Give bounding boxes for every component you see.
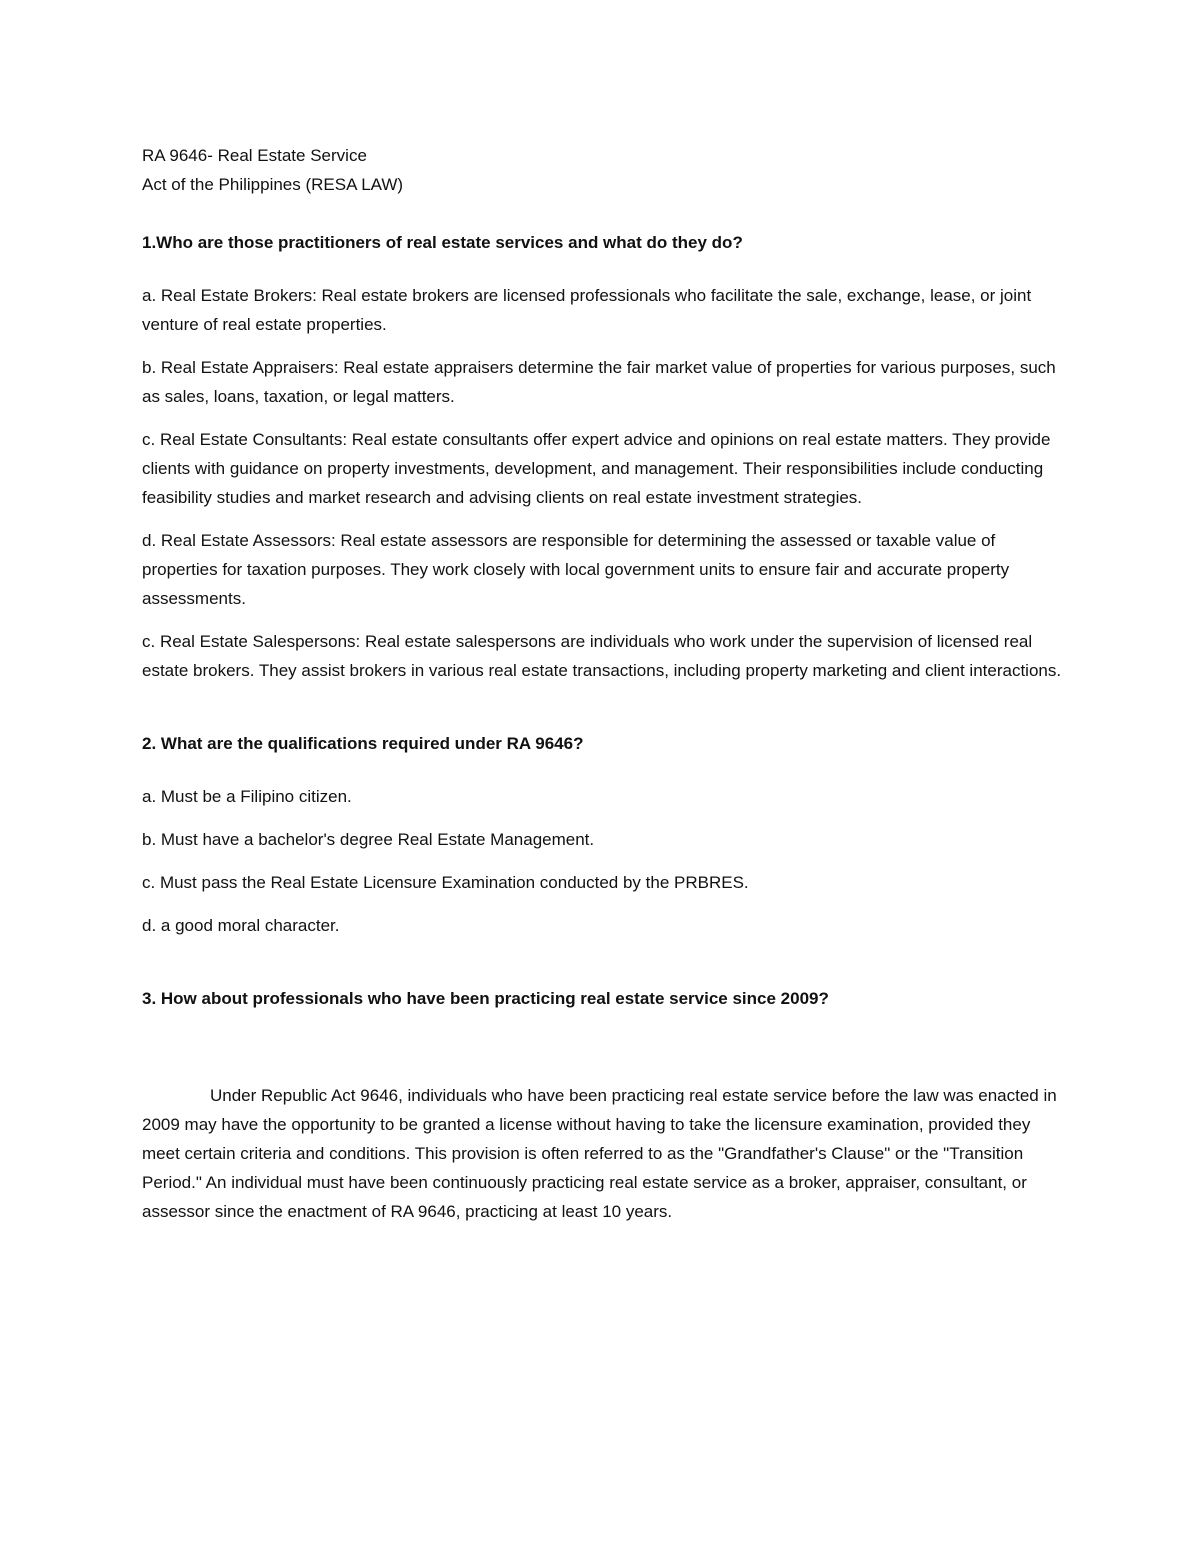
- document-title: RA 9646- Real Estate Service: [142, 146, 367, 165]
- question-1-heading: 1.Who are those practitioners of real estate services and what do they do?: [142, 233, 743, 252]
- answer-1-item-c: c. Real Estate Consultants: Real estate consultants offer expert advice and opinions on real estate matters. They provide clients with guidance on property investments, development, and management. Their responsibilities include conducting feasibility studies and market research and advising clients on real estate investment strategies.: [142, 430, 1051, 507]
- document-body: [142, 141, 1067, 1226]
- answer-2-item-a: a. Must be a Filipino citizen.: [142, 787, 352, 806]
- question-3-heading: 3. How about professionals who have been practicing real estate service since 2009?: [142, 989, 829, 1008]
- answer-2-item-c: c. Must pass the Real Estate Licensure Examination conducted by the PRBRES.: [142, 873, 749, 892]
- document-header: [142, 141, 1067, 199]
- answer-3-paragraph: Under Republic Act 9646, individuals who have been practicing real estate service before the law was enacted in 2009 may have the opportunity to be granted a license without having to take the licensure examination, provided they meet certain criteria and conditions. This provision is often referred to as the "Grandfather's Clause" or the "Transition Period." An individual must have been continuously practicing real estate service as a broker, appraiser, consultant, or assessor since the enactment of RA 9646, practicing at least 10 years.: [142, 1086, 1057, 1221]
- answer-2-item-b: b. Must have a bachelor's degree Real Estate Management.: [142, 830, 595, 849]
- answer-1-item-a: a. Real Estate Brokers: Real estate brokers are licensed professionals who facilitate the sale, exchange, lease, or joint venture of real estate properties.: [142, 286, 1032, 334]
- section-spacer: [142, 699, 1067, 729]
- question-2-heading: 2. What are the qualifications required under RA 9646?: [142, 734, 584, 753]
- answer-2-item-d: d. a good moral character.: [142, 916, 340, 935]
- document-subtitle: Act of the Philippines (RESA LAW): [142, 175, 404, 194]
- answer-1-item-b: b. Real Estate Appraisers: Real estate appraisers determine the fair market value of properties for various purposes, such as sales, loans, taxation, or legal matters.: [142, 358, 1056, 406]
- section-spacer: [142, 954, 1067, 984]
- section-spacer: [142, 1037, 1067, 1081]
- answer-1-item-e: c. Real Estate Salespersons: Real estate salespersons are individuals who work under the supervision of licensed real estate brokers. They assist brokers in various real estate transactions, including property marketing and client interactions.: [142, 632, 1062, 680]
- answer-1-item-d: d. Real Estate Assessors: Real estate assessors are responsible for determining the assessed or taxable value of properties for taxation purposes. They work closely with local government units to ensure fair and accurate property assessments.: [142, 531, 1010, 608]
